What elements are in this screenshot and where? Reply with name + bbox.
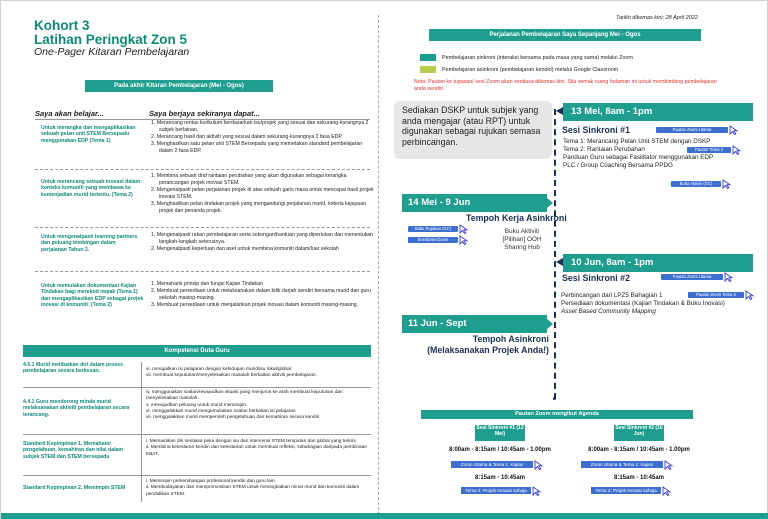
list-item: 2. Mengenalpasti pelan perjalanan projek di atas sebuah garis masa untuk mencapai hasil projek inovasi STEM. — [151, 187, 374, 201]
list-item: 2. Merancang hasil dan aktiviti yang sesuai dalam sekurang-kurangnya 2 fasa EDP. — [151, 134, 343, 141]
list-item: vii. menggalakkan murid memperoleh pengetahuan dan kemahiran secara kendiri — [146, 415, 320, 421]
title-line-2: Latihan Peringkat Zon 5 — [34, 32, 188, 47]
agenda-col-2-time1 — [574, 447, 704, 453]
divider — [23, 387, 371, 388]
title-line-1: Kohort 3 — [34, 18, 90, 33]
timeline-line — [554, 109, 556, 399]
update-note: Nota: Pautan ke tugasan/ sesi Zoom akan sentiasa dikemas kini. Sila semak ruang halaman ini untuk membimbing pembelajaran anda sendiri. — [414, 79, 717, 92]
time-text: 8:15am - 10:45am — [474, 475, 526, 481]
reminder-text: Sediakan DSKP untuk subjek yang anda mengajar (atau RPT) untuk digunakan sebagai rujukan semasa perbincangan. — [402, 105, 541, 147]
divider — [23, 434, 371, 435]
topic-1: Untuk merangka dan mengaplikasikan sebuah pelan unit STEM Bersepadu menggunakan EDP (Tema 1) — [41, 125, 136, 144]
zoom-link-main-2[interactable]: Pautan Zoom Utama — [661, 274, 723, 280]
col-head-learn: Saya akan belajar... — [35, 109, 104, 118]
list-item: Sharing Hub — [504, 243, 540, 251]
competency-detail-4 — [146, 479, 371, 498]
agenda-col-1-link2[interactable]: Tema 2: Projek Inovasi sahaja — [461, 487, 531, 494]
time-text: 8:00am - 8:15am / 10:45am - 1.00pm — [588, 447, 690, 453]
agenda-col-2-link2[interactable]: Tema 2: Projek Inovasi sahaja — [591, 487, 661, 494]
divider — [35, 169, 370, 170]
dskp-reminder — [394, 101, 552, 159]
async-2-title: Tempoh Asinkroni — [472, 334, 549, 344]
section-bar-outcomes: Pada akhir Kitaran Pembelajaran (Mei - Ogos) — [85, 80, 273, 92]
list-item: ii. Membudayakan dan mempromosikan STEM untuk meningkatkan minat murid dan komuniti dalam pendidikan STEM. — [146, 485, 360, 497]
cursor-icon — [745, 290, 755, 300]
legend-swatch-lime — [420, 66, 436, 73]
session-2-title: Sesi Sinkroni #2 — [562, 273, 630, 283]
arrow-icon — [556, 258, 563, 266]
subtitle: One-Pager Kitaran Pembelajaran — [34, 46, 190, 58]
list-item: 1. Membina sebuah draf rantaian perubahan yang akan digunakan sebagai kerangka perancangan projek inovasi STEM. — [151, 173, 347, 187]
async-1-date: 14 Mei - 9 Jun — [402, 194, 547, 212]
session-2-date: 10 Jun, 8am - 1pm — [563, 254, 753, 272]
agenda-col-1-time1 — [435, 447, 565, 453]
list-item: 3. Menghasilkan pelan tindakan projek yang mengandungi perjalanan murid, kriteria kejayaan projek dan penanda projek. — [151, 201, 366, 215]
cursor-icon — [664, 460, 674, 470]
list-item: i. Memastikan diri sentiasa peka dengan isu dan intervensi STEM tempatan dan global yang terkini. — [146, 439, 357, 444]
cursor-icon — [729, 125, 739, 135]
time-text: 8:15am - 10:45am — [613, 475, 665, 481]
success-list-4 — [151, 281, 376, 309]
session-2-line: Asset Based Community Mapping — [561, 308, 656, 315]
session-1-line: Panduan Guru sebagai Fasilitator menggunakan EDP — [563, 154, 714, 161]
timeline-end-dot — [553, 397, 556, 400]
session-2-line: Perbincangan dari LPZ5 Bahagian 1 — [561, 292, 663, 299]
time-text: 8:00am - 8:15am / 10:45am - 1.00pm — [449, 447, 551, 453]
legend-async — [420, 66, 618, 74]
agenda-col-2-link1[interactable]: Zoom Utama & Tema 1: Kajian Tindakan — [581, 461, 663, 468]
competency-detail-1 — [146, 367, 371, 380]
list-item: 1. Mengenalpasti rakan pembelajaran serta sokongan/bantuan yang diperlukan dan menentukan langkah-langkah seterusnya. — [151, 232, 374, 246]
success-list-3 — [151, 232, 376, 253]
arrow-icon — [547, 198, 553, 208]
topic-3: Untuk mengenalpasti learning partners dan peluang bimbingan dalam perjalanan Tahun 2. — [41, 234, 138, 253]
list-item: iv. menggunakan soalan/rewujudkan situasi yang menjurus ke arah membuat keputusan dan menyelesaikan masalah. — [146, 390, 343, 402]
competency-2: 4.4.1 Guru mendorong minda murid melaksanakan aktiviti pembelajaran secara terancang. — [23, 399, 130, 418]
success-list-1 — [151, 120, 376, 155]
async-1-title: Tempoh Kerja Asinkroni — [466, 213, 567, 223]
async-1-body — [496, 228, 548, 251]
topic-2: Untuk merancang sebuah inovasi dalam konteks komuniti yang membawa ke kemenjadian murid tertentu. (Tema 2) — [41, 179, 141, 198]
session-1-date: 13 Mei, 8am - 1pm — [563, 103, 753, 121]
cursor-icon — [662, 486, 672, 496]
col-head-success: Saya berjaya sekiranya dapat... — [149, 109, 260, 118]
cursor-icon — [459, 224, 469, 234]
divider — [35, 227, 370, 228]
competency-4: Standard Kepimpinan 2. Memimpin STEM — [23, 485, 126, 491]
agenda-col-2-head: Sesi Sinkroni #2 (10 Jun) — [614, 425, 664, 441]
zoom-link-theme2-2[interactable]: Pautan Zoom Tema 2 — [688, 292, 744, 298]
cursor-icon — [534, 460, 544, 470]
list-item: v. mewujudkan peluang untuk murid memimpin. — [146, 402, 248, 408]
cursor-icon — [722, 179, 732, 189]
session-1-line: PLC / Group Coaching Bersama PPDG — [563, 162, 673, 169]
zoom-link-theme2[interactable]: Pautan Tema 2 — [687, 147, 731, 153]
arrow-icon — [556, 107, 563, 115]
session-1-title: Sesi Sinkroni #1 — [562, 125, 630, 135]
list-item: 2. Membuat persediaan untuk melaksanakan dalam bilik darjah sendiri bersama murid dan guru sekolah masing-masing. — [151, 288, 372, 302]
arrow-icon — [547, 319, 553, 329]
competency-detail-2 — [146, 390, 371, 421]
list-item: [Pilihan] OOH — [502, 235, 542, 243]
session-1-line: Tema 2: Rantaian Perubahan — [563, 146, 645, 153]
cursor-icon — [459, 235, 469, 245]
list-item: 1. Merancang rentas kurikulum berdasarkan isu/projek yang sesuai dan sekurang-kurangnya 2 subjek berlainan. — [151, 120, 369, 134]
list-item: 2. Mengenalpasti keperluan dan aset untuk membina komuniti dalam/luar sekolah — [151, 246, 339, 253]
reference-book-link[interactable]: Buku Rujukan (GC) — [408, 226, 458, 232]
center-divider — [378, 15, 379, 515]
async-2-subtitle: (Melaksanakan Projek Anda!) — [427, 345, 549, 355]
eventbrite-link[interactable]: Eventbrite/Zoom — [408, 237, 458, 243]
agenda-col-2-time2 — [574, 475, 704, 481]
zoom-link-main[interactable]: Pautan Zoom Utama — [656, 127, 728, 133]
competency-detail-3 — [146, 439, 371, 458]
column-divider — [141, 362, 142, 502]
date-note: Tarikh dikemas kini: 28 April 2022 — [616, 15, 698, 21]
legend-swatch-teal — [420, 54, 436, 61]
agenda-col-1-time2 — [435, 475, 565, 481]
list-item: 3. Menghasilkan satu pelan unit STEM Bersepadu yang memetakan standard pembelajaran dalam 2 fasa EDP. — [151, 141, 363, 155]
list-item: Buku Aktiviti — [504, 228, 540, 235]
cursor-icon — [724, 272, 734, 282]
async-2-date: 11 Jun - Sept — [402, 315, 547, 333]
section-bar-journey: Perjalanan Pembelajaran Saya Sepanjang Mei - Ogos — [429, 29, 701, 41]
success-list-2 — [151, 173, 376, 216]
agenda-col-1-link1[interactable]: Zoom Utama & Tema 1: Kajian Tindakan — [451, 461, 533, 468]
cursor-icon — [732, 145, 742, 155]
list-item: 3. Membuat persediaan untuk menjalankan projek inovasi dalam komuniti masing-masing. — [151, 302, 359, 309]
divider — [35, 271, 370, 272]
topic-4: Untuk memulakan dokumentasi Kajian Tindakan bagi merekod impak (Tema 1) dan mengaplikasikan EDP sebagai projek inovasi di komuniti. (Tema 2) — [41, 283, 144, 309]
activity-book-link[interactable]: Buku Aktiviti (GC) — [671, 181, 721, 187]
legend-label: Pembelajaran sinkroni (interaksi bersama pada masa yang sama) melalui Zoom — [442, 54, 633, 61]
divider — [23, 475, 371, 476]
session-1-line: Tema 1: Merancang Pelan Unit STEM dengan DSKP — [563, 138, 711, 145]
competency-1: 4.6.1 Murid melibatkan diri dalam proses pembelajaran secara berkesan. — [23, 362, 124, 375]
section-bar-competency: Kompetensi Duta Guru — [23, 345, 371, 357]
agenda-col-1-head: Sesi Sinkroni #1 (13 Mei) — [475, 425, 525, 441]
list-item: ii. Membina kesedaran kendiri dan kelestarian untuk membuat refleksi, sebahagian daripada pembinaan KBAT. — [146, 445, 368, 457]
footer-bar — [1, 513, 768, 519]
legend-sync — [420, 54, 633, 62]
list-item: vii. membuat keputusan/menyelesaikan masalah berkaitan aktiviti pembelajaran. — [146, 373, 317, 379]
list-item: i. Memimpin perkembangan profesional kendiri dan guru lain. — [146, 479, 276, 484]
competency-3: Standard Kepimpinan 1. Memahami pengetahuan, kemahiran dan nilai dalam subjek STEM dan STEM bersepadu — [23, 441, 124, 460]
session-2-line: Persediaan dokumentasi (Kajian Tindakan & Buku Inovasi) — [561, 300, 725, 307]
list-item: 1. Memahami prinsip dan fungsi Kajian Tindakan — [151, 281, 263, 287]
cursor-icon — [532, 486, 542, 496]
agenda-bar: Pautan Zoom mengikut Agenda — [421, 410, 693, 419]
list-item: vi. mengaitkan isi pelajaran dengan kehidupan murid/isu lokal/global. — [146, 367, 293, 372]
legend-label: Pembelajaran asinkroni (pembelajaran kendiri) melalui Google Classroom — [442, 66, 619, 73]
list-item: vi. menggalakkan murid mengemukakan soalan berkaitan isi pelajaran — [146, 408, 296, 414]
